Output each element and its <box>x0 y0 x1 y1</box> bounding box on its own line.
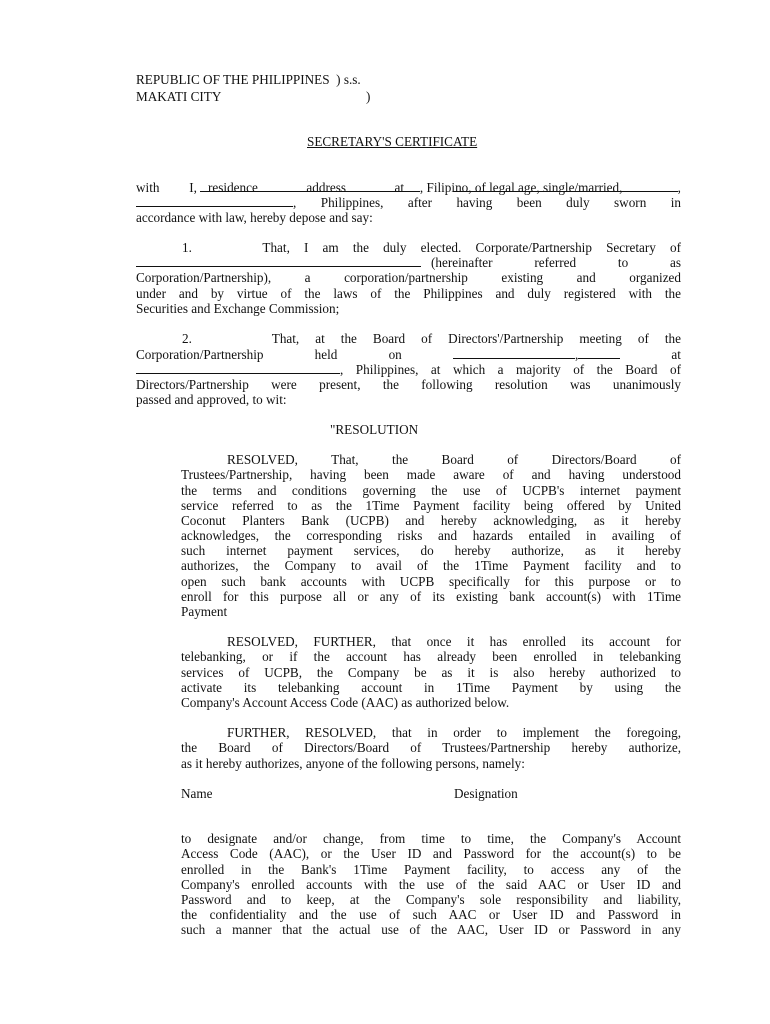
corporation-blank <box>136 255 421 267</box>
designation-column-header: Designation <box>454 786 518 801</box>
intro-line-4: accordance with law, hereby depose and say: <box>136 210 373 225</box>
p2-line-2 <box>136 347 681 363</box>
intro-word: address <box>306 180 346 195</box>
r1-line: open such bank accounts with UCPB specifically for this purpose or to <box>181 574 681 589</box>
p2-line-4: Directors/Partnership were present, the following resolution was unanimously <box>136 377 681 392</box>
p1-line-1: 1. That, I am the duly elected. Corporate/Partnership Secretary of <box>182 240 681 255</box>
r3-line: as it hereby authorizes, anyone of the following persons, namely: <box>181 756 525 771</box>
r1-line: Trustees/Partnership, having been made aware of and having understood <box>181 467 681 482</box>
r1-line: Coconut Planters Bank (UCPB) and hereby acknowledging, as it hereby <box>181 513 681 528</box>
p1-hereinafter: (hereinafter referred to as <box>431 255 681 270</box>
intro-word: at <box>394 180 405 195</box>
p2-word: Corporation/Partnership <box>136 347 264 362</box>
venue-city-paren: ) <box>366 89 371 104</box>
r4-line: Access Code (AAC), or the User ID and Password for the account(s) to be <box>181 846 681 861</box>
r1-line: enroll for this purpose all or any of its existing bank account(s) with 1Time <box>181 589 681 604</box>
p1-line-4: under and by virtue of the laws of the Philippines and duly registered with the <box>136 286 681 301</box>
p2-comma: , <box>574 347 579 362</box>
intro-sworn: , Philippines, after having been duly sworn in <box>293 195 681 210</box>
resolution-heading: "RESOLUTION <box>330 422 419 437</box>
p2-at: at <box>671 347 681 362</box>
r2-line: services of UCPB, the Company be as it is also hereby authorized to <box>181 665 681 680</box>
p2-line-5: passed and approved, to wit: <box>136 392 287 407</box>
intro-line-3 <box>136 195 681 211</box>
r3-line: the Board of Directors/Board of Trustees/Partnership hereby authorize, <box>181 740 681 755</box>
r2-line: Company's Account Access Code (AAC) as authorized below. <box>181 695 510 710</box>
p1-line-2 <box>136 255 681 271</box>
r4-line: to designate and/or change, from time to time, the Company's Account <box>181 831 681 846</box>
venue-city: MAKATI CITY <box>136 89 222 104</box>
r1-line: authorizes, the Company to avail of the 1Time Payment facility and to <box>181 558 681 573</box>
intro-i: I, <box>189 180 197 195</box>
intro-line-2 <box>136 180 681 196</box>
intro-word: residence <box>208 180 258 195</box>
venue-republic: REPUBLIC OF THE PHILIPPINES ) s.s. <box>136 72 361 87</box>
intro-comma: , <box>677 180 681 195</box>
intro-word: with <box>136 180 160 195</box>
r1-line: Payment <box>181 604 228 619</box>
r3-line: FURTHER, RESOLVED, that in order to implement the foregoing, <box>227 725 681 740</box>
r4-line: the confidentiality and the use of such AAC or User ID and Password in <box>181 907 681 922</box>
p1-line-3: Corporation/Partnership), a corporation/partnership existing and organized <box>136 270 681 285</box>
r1-line: acknowledges, the corresponding risks and hazards entailed in availing of <box>181 528 681 543</box>
p2-majority: , Philippines, at which a majority of the Board of <box>340 362 681 377</box>
r4-line: enrolled in the Bank's 1Time Payment facility, to access any of the <box>181 862 681 877</box>
r2-line: telebanking, or if the account has already been enrolled in telebanking <box>181 649 681 664</box>
r4-line: Password and to keep, at the Company's sole responsibility and liability, <box>181 892 681 907</box>
name-column-header: Name <box>181 786 213 801</box>
address-blank <box>453 180 678 192</box>
meeting-date-blank <box>453 347 575 359</box>
r2-line: activate its telebanking account in 1Time Payment by using the <box>181 680 681 695</box>
r1-line: the terms and conditions governing the use of UCPB's internet payment <box>181 483 681 498</box>
p1-line-5: Securities and Exchange Commission; <box>136 301 340 316</box>
r4-line: such a manner that the actual use of the AAC, User ID or Password in any <box>181 922 681 937</box>
r4-line: Company's enrolled accounts with the use of the said AAC or User ID and <box>181 877 681 892</box>
p2-word: on <box>388 347 402 362</box>
meeting-place-blank <box>136 362 340 374</box>
p2-word: held <box>314 347 338 362</box>
r1-line: service referred to as the 1Time Payment facility being offered by United <box>181 498 681 513</box>
r2-line: RESOLVED, FURTHER, that once it has enrolled its account for <box>227 634 681 649</box>
city-blank <box>136 195 293 207</box>
meeting-year-blank <box>578 347 620 359</box>
p2-line-3 <box>136 362 681 378</box>
p2-line-1: 2. That, at the Board of Directors'/Partnership meeting of the <box>182 331 681 346</box>
intro-filipino: , Filipino, of legal age, single/married, <box>419 180 623 195</box>
r1-line: such internet payment services, do hereby authorize, as it hereby <box>181 543 681 558</box>
document-title: SECRETARY'S CERTIFICATE <box>307 134 478 149</box>
r1-line: RESOLVED, That, the Board of Directors/Board of <box>227 452 681 467</box>
